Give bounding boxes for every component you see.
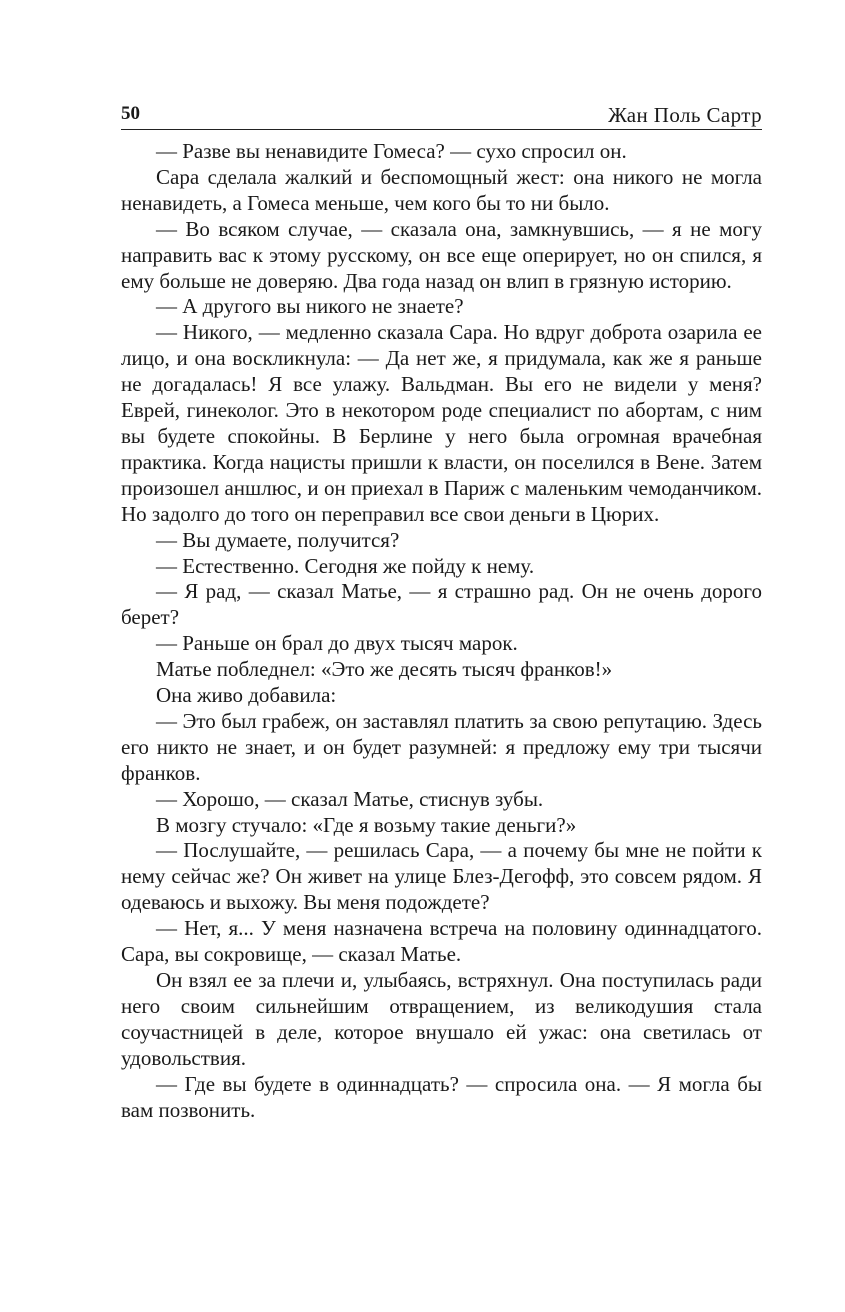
- paragraph: — Нет, я... У меня назначена встреча на половину одиннадцатого. Сара, вы сокровище, — сказал Матье.: [121, 916, 762, 967]
- body-text: [121, 139, 762, 1123]
- paragraph: — Где вы будете в одиннадцать? — спросила она. — Я могла бы вам позвонить.: [121, 1071, 762, 1122]
- paragraph: — Вы думаете, получится?: [156, 527, 400, 552]
- paragraph: — Во всяком случае, — сказала она, замкнувшись, — я не могу направить вас к этому русскому, он все еще оперирует, но он спился, я ему больше не доверяю. Два года назад он влип в грязную историю.: [121, 216, 762, 293]
- page-header: [121, 101, 762, 130]
- paragraph: Матье побледнел: «Это же десять тысяч франков!»: [156, 657, 613, 682]
- paragraph: Он взял ее за плечи и, улыбаясь, встряхнул. Она поступилась ради него своим сильнейшим отвращением, из великодушия стала соучастницей в деле, которое внушало ей ужас: она светилась от удовольствия.: [121, 968, 762, 1070]
- paragraph: — Естественно. Сегодня же пойду к нему.: [156, 553, 535, 578]
- paragraph: — Никого, — медленно сказала Сара. Но вдруг доброта озарила ее лицо, и она воскликнула: — Да нет же, я придумала, как же я раньше не догадалась! Я все улажу. Вальдман. Вы его не видели у меня? Еврей, гинеколог. Это в некотором роде специалист по абортам, с ним вы будете спокойны. В Берлине у него была огромная врачебная практика. Когда нацисты пришли к власти, он поселился в Вене. Затем произошел аншлюс, и он приехал в Париж с маленьким чемоданчиком. Но задолго до того он переправил все свои деньги в Цюрих.: [121, 320, 762, 526]
- paragraph: Она живо добавила:: [156, 683, 337, 708]
- running-head-author: Жан Поль Сартр: [608, 103, 762, 127]
- paragraph: В мозгу стучало: «Где я возьму такие деньги?»: [156, 812, 577, 837]
- paragraph: — А другого вы никого не знаете?: [156, 294, 464, 319]
- paragraph: — Я рад, — сказал Матье, — я страшно рад. Он не очень дорого берет?: [121, 579, 762, 630]
- paragraph: Сара сделала жалкий и беспомощный жест: она никого не могла ненавидеть, а Гомеса меньше, чем кого бы то ни было.: [121, 164, 762, 215]
- paragraph: — Это был грабеж, он заставлял платить за свою репутацию. Здесь его никто не знает, и он будет разумней: я предложу ему три тысячи франков.: [121, 708, 762, 785]
- paragraph: — Разве вы ненавидите Гомеса? — сухо спросил он.: [156, 139, 627, 163]
- paragraph: — Хорошо, — сказал Матье, стиснув зубы.: [156, 786, 544, 811]
- paragraph: — Раньше он брал до двух тысяч марок.: [156, 631, 518, 656]
- paragraph: — Послушайте, — решилась Сара, — а почему бы мне не пойти к нему сейчас же? Он живет на улице Блез-Дегофф, это совсем рядом. Я одеваюсь и выхожу. Вы меня подождете?: [121, 838, 762, 915]
- page-number: 50: [121, 103, 140, 124]
